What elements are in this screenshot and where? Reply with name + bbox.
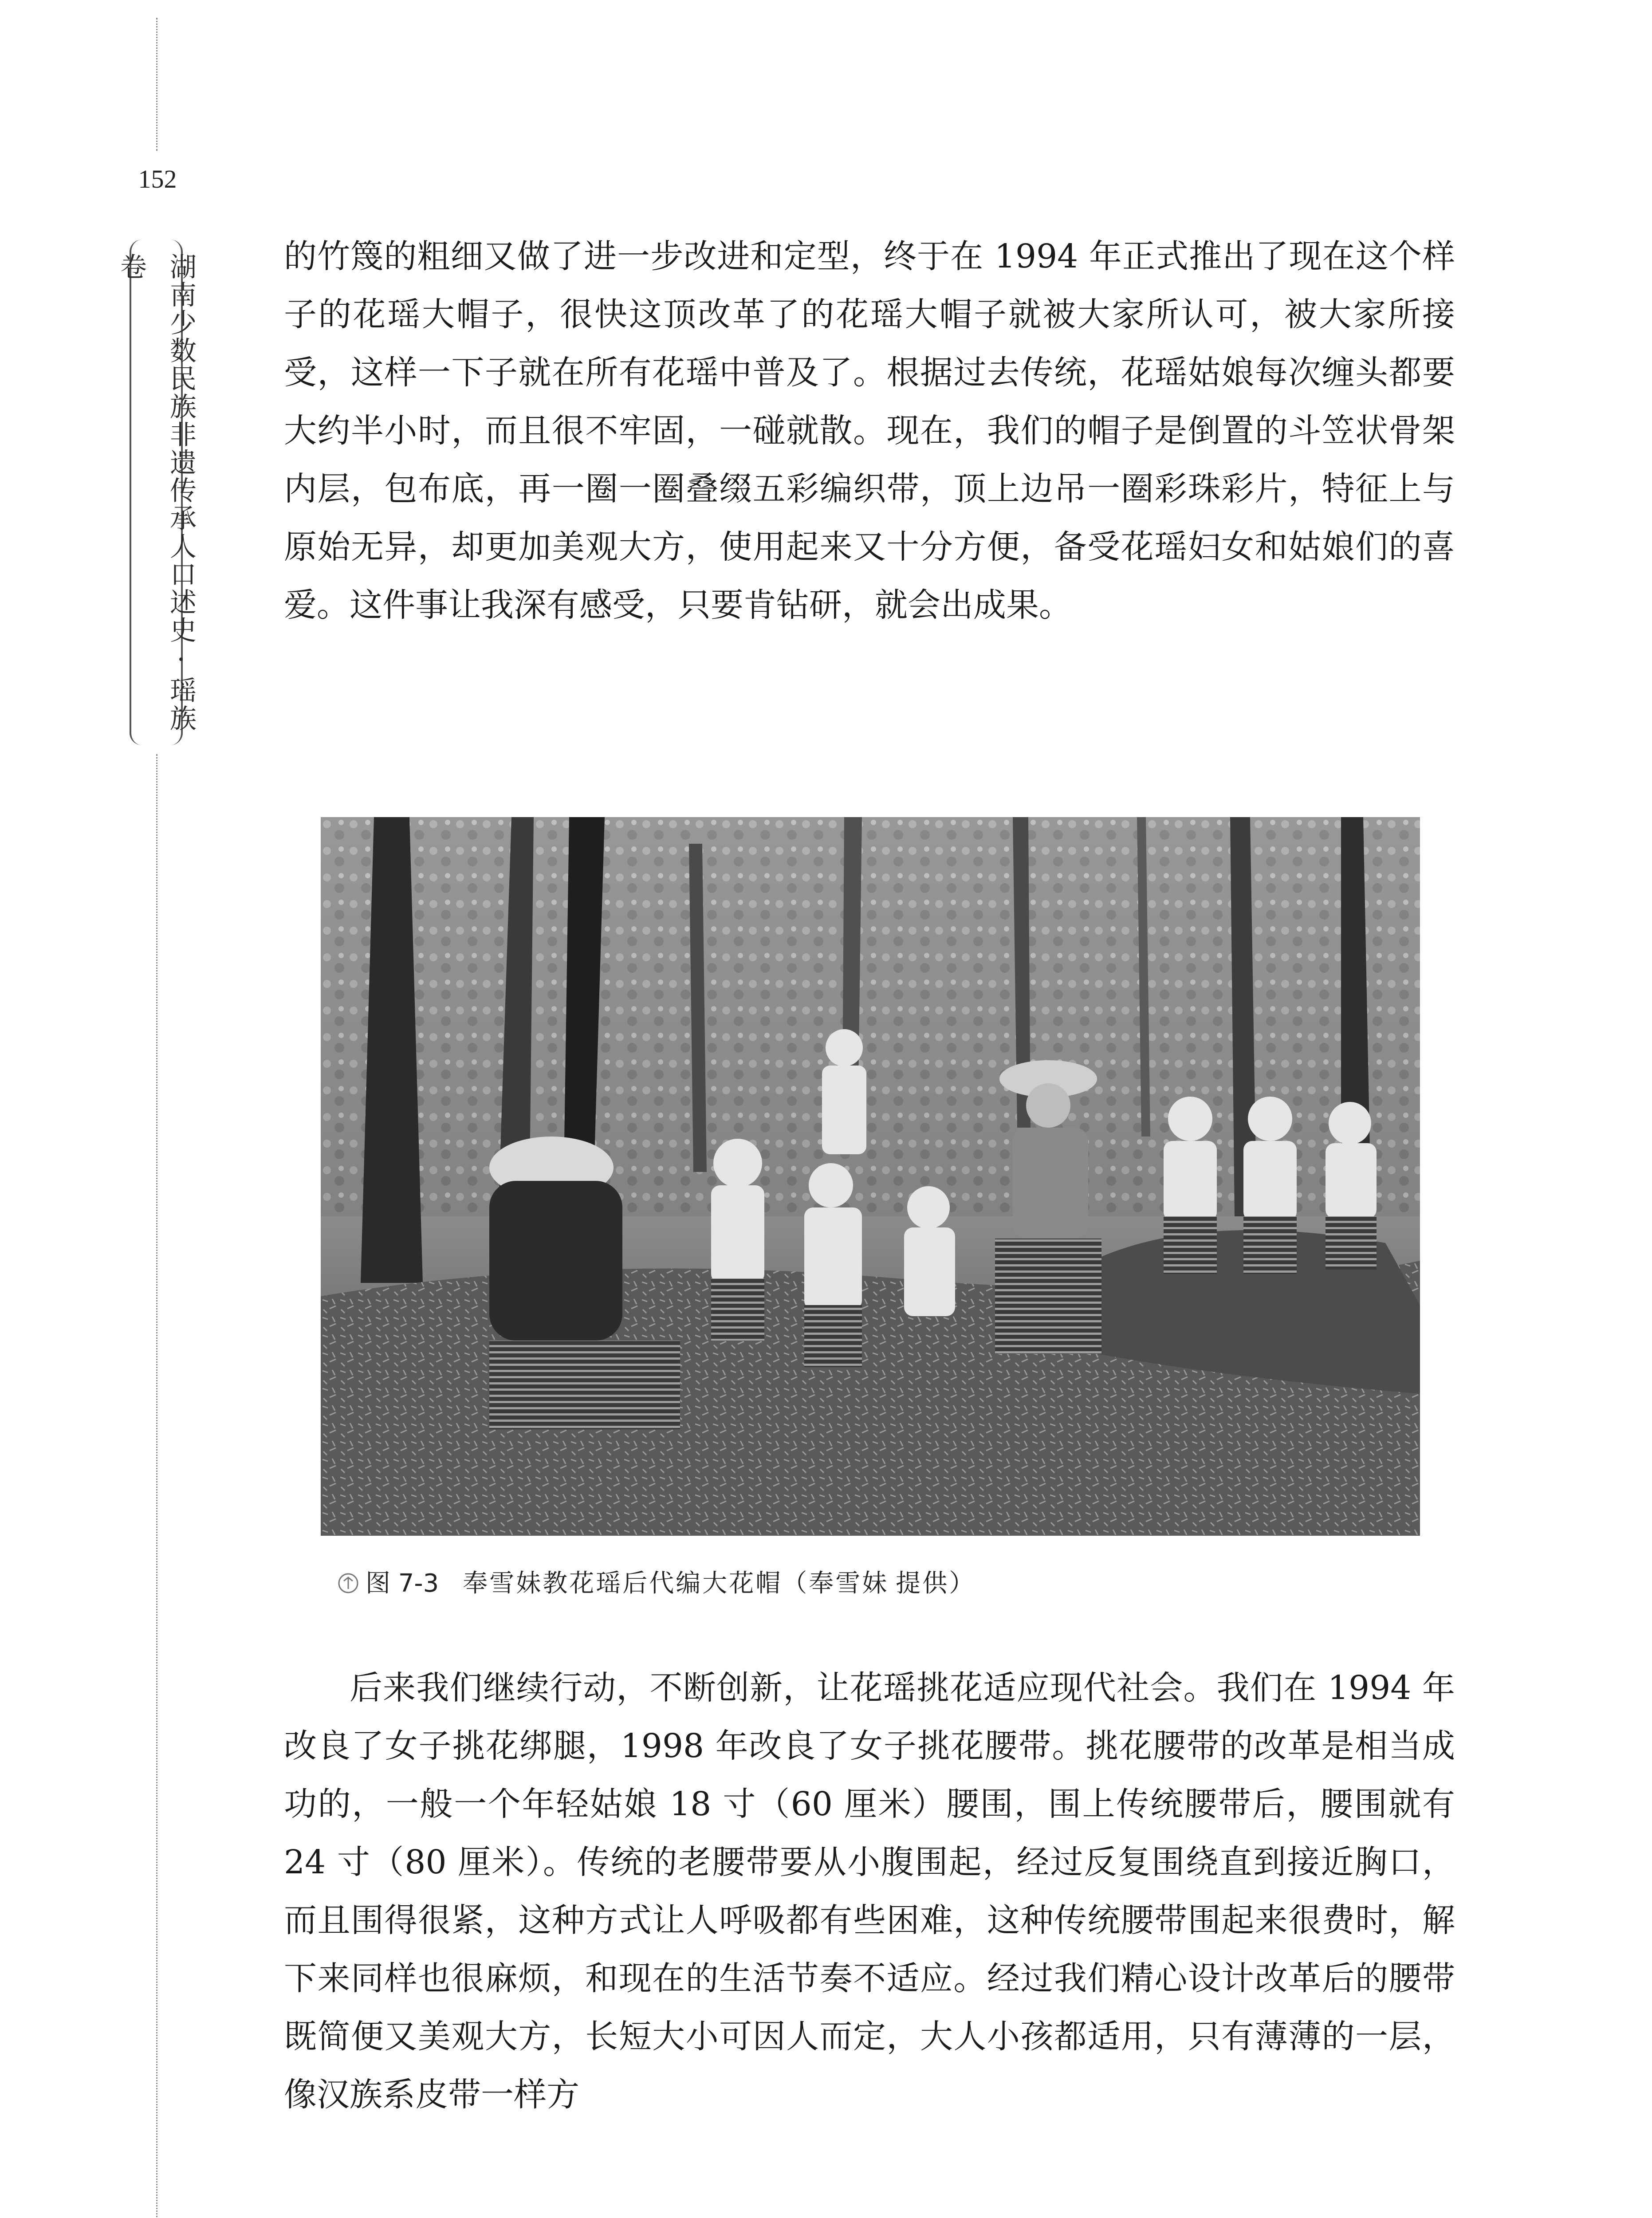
running-title: 湖南少数民族非遗传承人口述史·瑶族卷 <box>116 253 197 732</box>
photo-icon <box>337 1572 359 1594</box>
body-paragraph-continued: 的竹篾的粗细又做了进一步改进和定型，终于在 1994 年正式推出了现在这个样子的花瑶大帽子，很快这顶改革了的花瑶大帽子就被大家所认可，被大家所接受，这样一下子就在所有花瑶中普及了。根据过去传统，花瑶姑娘每次缠头都要大约半小时，而且很不牢固，一碰就散。现在，我们的帽子是倒置的斗笠状骨架内层，包布底，再一圈一圈叠缀五彩编织带，顶上边吊一圈彩珠彩片，特征上与原始无异，却更加美观大方，使用起来又十分方便，备受花瑶妇女和姑娘们的喜爱。这件事让我深有感受，只要肯钻研，就会出成果。 <box>284 237 1455 624</box>
figure-caption <box>337 1566 1420 1601</box>
margin-dotted-rule-bottom <box>156 754 157 2218</box>
body-paragraph: 后来我们继续行动，不断创新，让花瑶挑花适应现代社会。我们在 1994 年改良了女子挑花绑腿，1998 年改良了女子挑花腰带。挑花腰带的改革是相当成功的，一般一个年轻姑娘 18 寸（60 厘米）腰围，围上传统腰带后，腰围就有 24 寸（80 厘米）。传统的老腰带要从小腹围起，经过反复围绕直到接近胸口，而且围得很紧，这种方式让人呼吸都有些困难，这种传统腰带围起来很费时，解下来同样也很麻烦，和现在的生活节奏不适应。经过我们精心设计改革后的腰带既简便又美观大方，长短大小可因人而定，大人小孩都适用，只有薄薄的一层，像汉族系皮带一样方 <box>284 1669 1455 2114</box>
page-number: 152 <box>138 165 177 193</box>
figure-label: 图 7-3 <box>366 1569 439 1598</box>
figure-title: 奉雪妹教花瑶后代编大花帽（奉雪妹 <box>463 1569 889 1598</box>
forest-gathering-photo <box>321 817 1420 1536</box>
figure-photo <box>321 817 1420 1536</box>
running-title-bracket <box>116 240 197 745</box>
figure-credit: 提供） <box>896 1569 976 1598</box>
margin-dotted-rule-top <box>156 18 157 151</box>
